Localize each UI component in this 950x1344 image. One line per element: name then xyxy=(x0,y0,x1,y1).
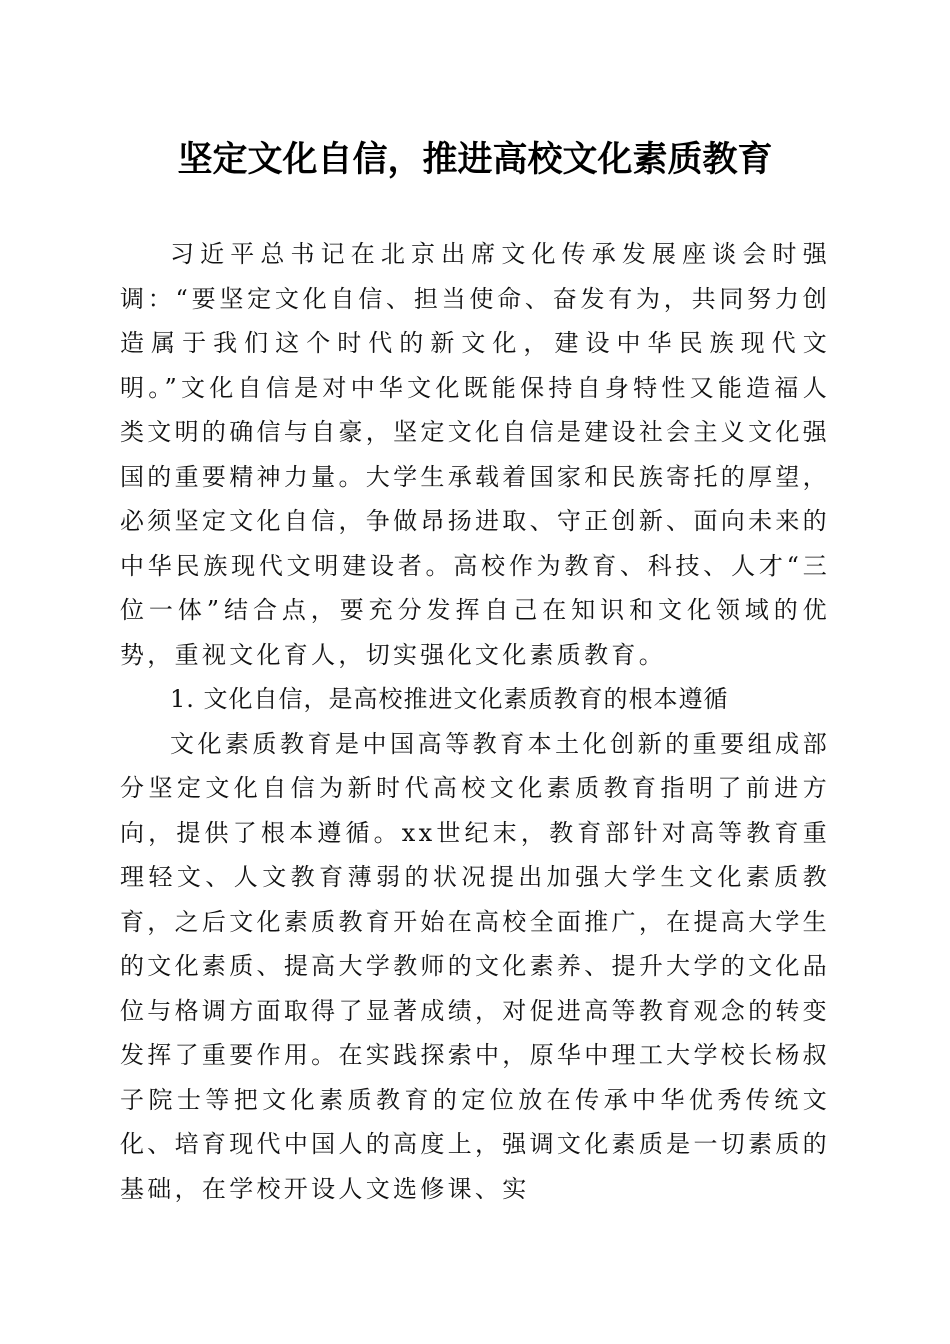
section-heading: 1. 文化自信，是高校推进文化素质教育的根本遵循 xyxy=(170,685,729,713)
document-body xyxy=(120,232,830,1211)
document-title: 坚定文化自信，推进高校文化素质教育 xyxy=(177,140,773,180)
section-paragraph: 文化素质教育是中国高等教育本土化创新的重要组成部分坚定文化自信为新时代高校文化素质教育指明了前进方向，提供了根本遵循。xx世纪末，教育部针对高等教育重理轻文、人文教育薄弱的状况提出加强大学生文化素质教育，之后文化素质教育开始在高校全面推广，在提高大学生的文化素质、提高大学教师的文化素养、提升大学的文化品位与格调方面取得了显著成绩，对促进高等教育观念的转变发挥了重要作用。在实践探索中，原华中理工大学校长杨叔子院士等把文化素质教育的定位放在传承中华优秀传统文化、培育现代中国人的高度上，强调文化素质是一切素质的基础，在学校开设人文选修课、实 xyxy=(120,729,830,1203)
intro-paragraph: 习近平总书记在北京出席文化传承发展座谈会时强调：“要坚定文化自信、担当使命、奋发有为，共同努力创造属于我们这个时代的新文化，建设中华民族现代文明。”文化自信是对中华文化既能保持自身特性又能造福人类文明的确信与自豪，坚定文化自信是建设社会主义文化强国的重要精神力量。大学生承载着国家和民族寄托的厚望，必须坚定文化自信，争做昂扬进取、守正创新、面向未来的中华民族现代文明建设者。高校作为教育、科技、人才“三位一体”结合点，要充分发挥自己在知识和文化领域的优势，重视文化育人，切实强化文化素质教育。 xyxy=(120,240,830,669)
